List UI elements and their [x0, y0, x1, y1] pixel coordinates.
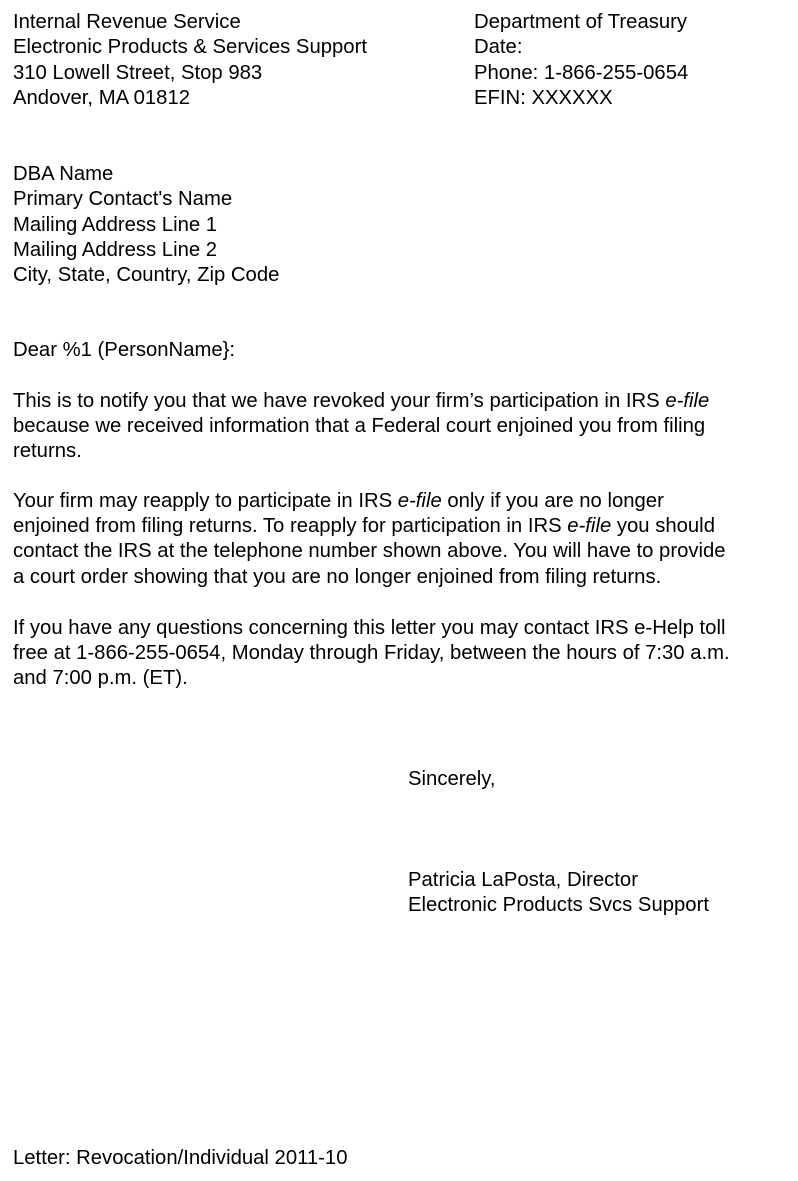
- paragraph-line: [13, 514, 715, 539]
- text-segment: because we received information that a Federal court enjoined you from filing: [13, 415, 706, 438]
- emphasis-text: e-file: [397, 490, 442, 512]
- signature-line: Electronic Products Svcs Support: [408, 894, 709, 917]
- recipient-address-line: City, State, Country, Zip Code: [13, 264, 280, 287]
- paragraph-line: [13, 414, 705, 439]
- text-segment: a court order showing that you are no longer enjoined from filing returns.: [13, 565, 662, 588]
- text-segment: you should: [611, 515, 715, 538]
- recipient-address-line: Mailing Address Line 1: [13, 213, 218, 236]
- paragraph-line: [13, 616, 725, 641]
- text-segment: free at 1-866-255-0654, Monday through Friday, between the hours of 7:30 a.m.: [13, 642, 730, 665]
- sender-info-line: EFIN: XXXXXX: [474, 86, 613, 109]
- sender-info-line: Phone: 1-866-255-0654: [474, 61, 689, 84]
- signature-line: Patricia LaPosta, Director: [408, 869, 638, 891]
- sender-address-line: Andover, MA 01812: [13, 86, 191, 109]
- paragraph-line: [13, 439, 82, 464]
- sender-address-line: 310 Lowell Street, Stop 983: [13, 61, 263, 84]
- emphasis-text: e-file: [567, 515, 612, 538]
- recipient-address-line: DBA Name: [13, 163, 114, 185]
- recipient-address-line: Mailing Address Line 2: [13, 238, 218, 261]
- footer-letter-id: Letter: Revocation/Individual 2011-10: [13, 1147, 348, 1169]
- paragraph-line: [13, 565, 661, 590]
- text-segment: returns.: [13, 440, 82, 463]
- emphasis-text: e-file: [665, 390, 710, 412]
- closing: Sincerely,: [408, 768, 496, 790]
- paragraph-line: [13, 389, 709, 414]
- paragraph-line: [13, 641, 730, 666]
- text-segment: and 7:00 p.m. (ET).: [13, 667, 188, 690]
- salutation: Dear %1 (PersonName}:: [13, 339, 236, 361]
- paragraph-line: [13, 489, 664, 514]
- sender-address-line: Internal Revenue Service: [13, 11, 241, 33]
- sender-address-line: Electronic Products & Services Support: [13, 36, 367, 59]
- paragraph-line: [13, 539, 726, 564]
- text-segment: only if you are no longer: [441, 490, 664, 512]
- text-segment: Your firm may reapply to participate in IRS: [13, 490, 398, 512]
- text-segment: If you have any questions concerning this letter you may contact IRS e-Help toll: [13, 617, 726, 639]
- text-segment: This is to notify you that we have revoked your firm’s participation in IRS: [13, 390, 666, 412]
- sender-info-line: Date:: [474, 36, 523, 59]
- sender-info-line: Department of Treasury: [474, 11, 688, 33]
- text-segment: contact the IRS at the telephone number shown above. You will have to provide: [13, 540, 726, 563]
- text-segment: enjoined from filing returns. To reapply for participation in IRS: [13, 515, 568, 538]
- recipient-address-line: Primary Contact's Name: [13, 188, 233, 211]
- paragraph-line: [13, 666, 188, 691]
